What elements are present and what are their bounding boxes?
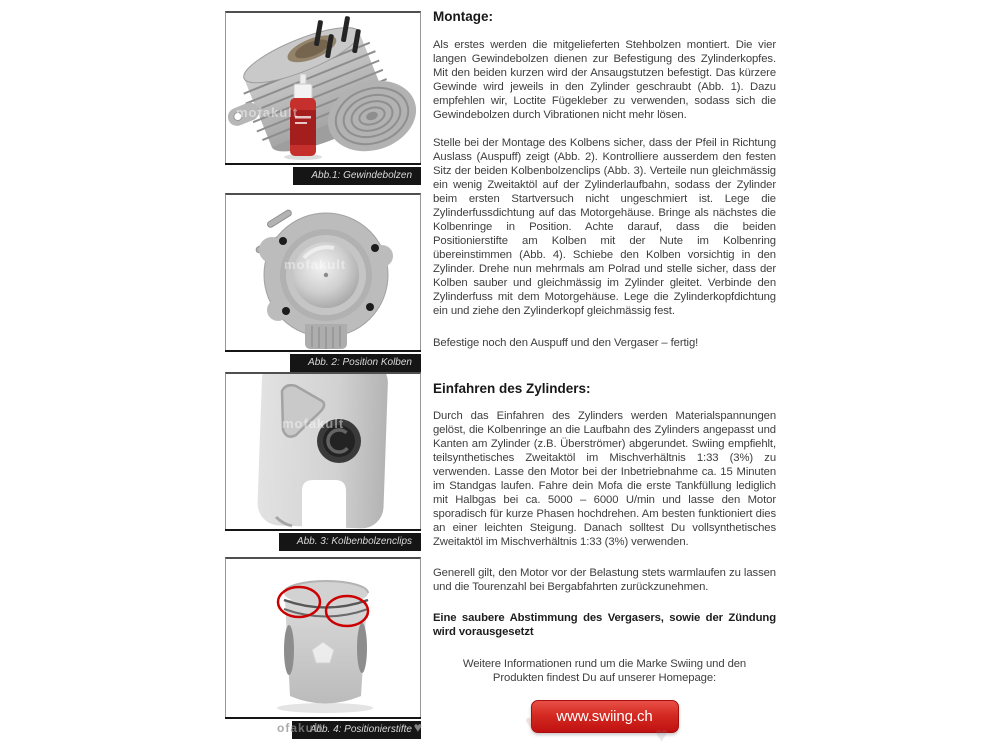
heart-watermark-icon: ♥ (655, 722, 668, 747)
cylinder-studs-photo (225, 11, 421, 163)
watermark-text: mofakult (282, 416, 345, 431)
einfahren-heading: Einfahren des Zylinders: (433, 381, 591, 396)
figure-4-caption: Abb. 4: Positionierstifte (292, 721, 421, 739)
homepage-info-paragraph: Weitere Informationen rund um die Marke Swiing und den Produkten findest Du auf unserer Homepage: (462, 658, 747, 684)
figure-1-gewindebolzen (225, 11, 421, 183)
cylinder-spigot (305, 324, 347, 349)
figure-3-caption: Abb. 3: Kolbenbolzenclips (279, 533, 421, 551)
piston-clip-illustration (226, 374, 420, 529)
figure-2-position-kolben (225, 193, 421, 370)
piston-rings-illustration (226, 559, 420, 717)
watermark-text: ofakult (277, 721, 324, 735)
article-text-column (433, 0, 776, 750)
montage-paragraph-2: Stelle bei der Montage des Kolbens sicher, dass der Pfeil in Richtung Auslass (Auspuff) zeigt (Abb. 2). Kontrolliere ausserdem den festen Sitz der beiden Kolbenbolzenclips (Abb. 3). Verteile nun gleichmässig ein wenig Zweitaktöl auf der Zylinderlaufbahn, sodass der Zylinder beim ersten Startversuch nicht ungeschmiert ist. Lege die Zylinderfussdichtung auf das Motorgehäuse. Bringe als nächstes die Kolbenringe in Position. Achte darauf, dass die beiden Positionierstifte am Kolben mit der Nute im Kolbenring übereinstimmen (Abb. 4). Schiebe den Kolben vorsichtig in den Zylinder. Drehe nun mehrmals am Polrad und stelle sicher, dass der Kolben sauber und gleichmässig im Zylinder gleitet. Verbinde den Zylinderfuss mit dem Motorgehäuse. Lege die Zylinderkopfdichtung ein und ziehe den Zylinderkopf gleichmässig fest. (433, 137, 776, 317)
figure-4-caption-row (225, 717, 421, 737)
figure-3-caption-row (225, 529, 421, 549)
figure-3-kolbenbolzenclips (225, 372, 421, 549)
pin-bore-with-circlip (317, 419, 361, 463)
homepage-button-container (433, 700, 776, 733)
figure-1-caption-row (225, 163, 421, 183)
figure-1-caption: Abb.1: Gewindebolzen (293, 167, 421, 185)
swiing-homepage-button[interactable]: www.swiing.ch (531, 700, 679, 733)
einfahren-paragraph-2: Generell gilt, den Motor vor der Belastung stets warmlaufen zu lassen und die Tourenzahl bei Bergabfahrten zurückzunehmen. (433, 567, 776, 593)
montage-paragraph-1: Als erstes werden die mitgelieferten Stehbolzen montiert. Die vier langen Gewindebolzen dienen zur Befestigung des Zylinderkopfes. Mit den beiden kurzen wird der Ansaugstutzen befestigt. Das kürzere Gewinde wird jeweils in den Zylinder geschraubt (Abb. 1). Dazu empfehlen wir, Loctite Fügekleber zu verwenden, sodass sich die Gewindebolzen durch Vibrationen nicht mehr lösen. (433, 39, 776, 121)
montage-paragraph-3: Befestige noch den Auspuff und den Vergaser – fertig! (433, 337, 699, 349)
figure-4-positionierstifte (225, 557, 421, 737)
figure-2-caption-row (225, 350, 421, 370)
cylinder-bottom-photo (225, 193, 421, 350)
piston-clip-photo (225, 372, 421, 529)
figure-2-caption: Abb. 2: Position Kolben (290, 354, 421, 372)
watermark-text: mofakult (236, 105, 299, 120)
montage-heading: Montage: (433, 9, 493, 24)
einfahren-paragraph-1: Durch das Einfahren des Zylinders werden Materialspannungen gelöst, die Kolbenringe an die Laufbahn des Zylinders angepasst und Kanten am Zylinder (z.B. Überströmer) abgerundet. Swiing empfiehlt, teilsynthetisches Zweitaktöl im Mischverhältnis 1:33 (3%) zu verwenden. Lasse den Motor bei der Inbetriebnahme ca. 15 Minuten im Standgas laufen. Fahre dein Mofa die erste Tankfüllung lediglich mit Halbgas bei ca. 5000 – 6000 U/min und lasse den Motor sporadisch für kurze Phasen hochdrehen. Am besten funktioniert dies an einer leichten Steigung. Danach solltest Du vollsynthetisches Zweitaktöl im Mischverhältnis 1:33 (3%) verwenden. (433, 410, 776, 548)
cylinder-bottom-illustration (226, 195, 420, 350)
heart-watermark-icon: ♥ (413, 719, 422, 735)
piston-rings-photo (225, 557, 421, 717)
watermark-text: mofakult (284, 257, 347, 272)
einfahren-paragraph-bold: Eine saubere Abstimmung des Vergasers, sowie der Zündung wird vorausgesetzt (433, 612, 776, 638)
cylinder-studs-illustration (226, 13, 420, 163)
